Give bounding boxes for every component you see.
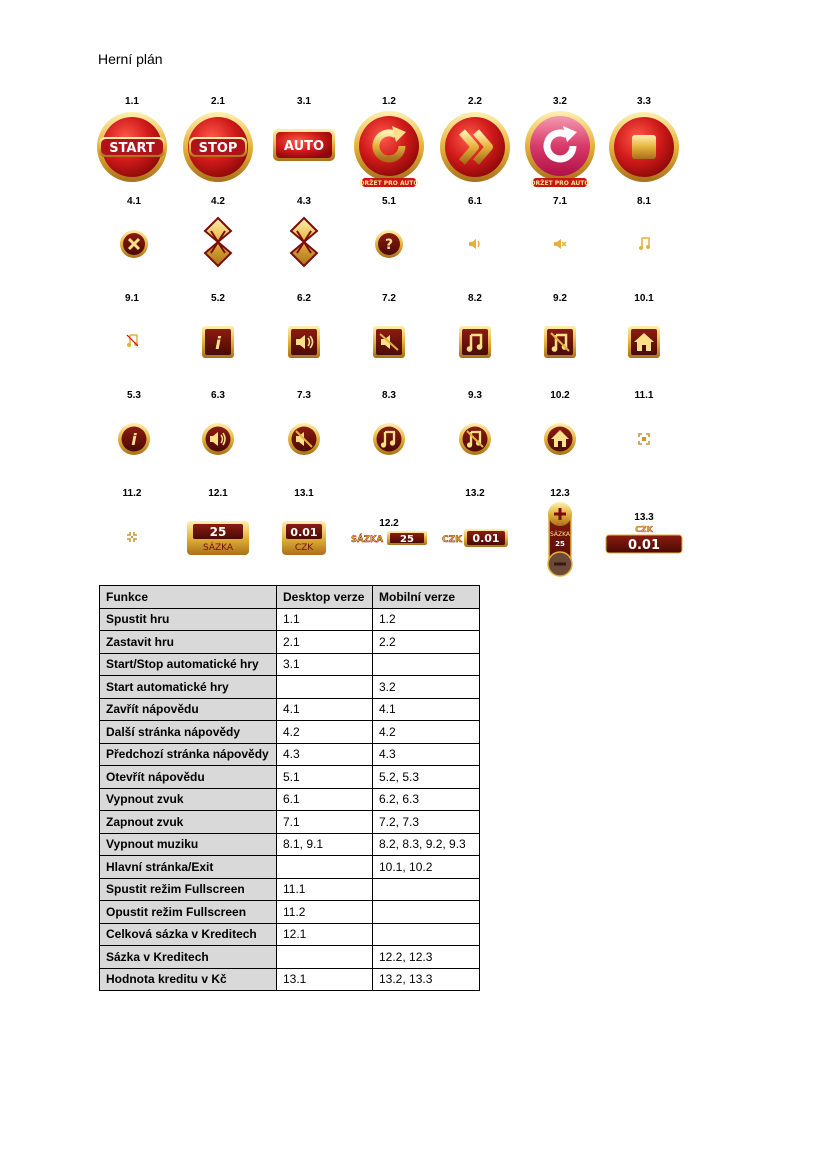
icon-label: 6.1 [468,196,482,207]
svg-text:STOP: STOP [198,141,238,156]
table-row [100,923,480,946]
desktop-cell: 12.1 [277,923,373,946]
table-row [100,608,480,631]
bet-inline-icon [349,530,429,546]
mobile-cell: 4.1 [373,698,480,721]
mobile-cell: 10.1, 10.2 [373,856,480,879]
desktop-cell: 11.2 [277,901,373,924]
table-row [100,788,480,811]
icon-label: 13.2 [465,488,485,499]
icon-label: 11.2 [122,488,142,499]
mobile-cell [373,923,480,946]
desktop-cell: 11.1 [277,878,373,901]
mobile-cell: 5.2, 5.3 [373,766,480,789]
table-row [100,946,480,969]
svg-text:SÁZKA: SÁZKA [351,535,384,545]
function-cell: Start/Stop automatické hry [100,653,277,676]
music-round-icon [372,422,406,456]
desktop-cell [277,676,373,699]
table-row [100,653,480,676]
mobile-cell [373,653,480,676]
mobile-cell: 7.2, 7.3 [373,811,480,834]
icon-label: 10.2 [550,390,570,401]
sound-on-small-icon [468,238,482,250]
desktop-cell [277,946,373,969]
info-square-icon [202,326,234,358]
icon-label: 8.2 [468,293,482,304]
sound-round-icon [201,422,235,456]
icon-label: 5.1 [382,196,396,207]
close-help-icon [119,229,149,259]
icon-label: 2.2 [468,96,482,107]
table-row [100,721,480,744]
function-cell: Spustit hru [100,608,277,631]
bet-display-icon [187,521,249,555]
bet-vertical-stepper-icon [544,501,576,579]
svg-text:0.01: 0.01 [472,532,500,545]
icon-label: 8.1 [637,196,651,207]
icon-label: 9.3 [468,390,482,401]
table-row [100,901,480,924]
function-cell: Otevřít nápovědu [100,766,277,789]
next-page-knot-icon [203,216,233,268]
svg-text:SÁZKA: SÁZKA [549,531,571,538]
svg-text:?: ? [384,237,394,253]
desktop-cell: 1.1 [277,608,373,631]
desktop-cell: 6.1 [277,788,373,811]
icon-label: 3.2 [553,96,567,107]
svg-text:CZK: CZK [635,525,653,534]
mobile-cell: 12.2, 12.3 [373,946,480,969]
desktop-cell: 4.2 [277,721,373,744]
svg-text:DRŽET PRO AUTO: DRŽET PRO AUTO [530,180,590,187]
mobile-cell: 13.2, 13.3 [373,968,480,991]
svg-text:AUTO: AUTO [283,139,325,154]
svg-text:25: 25 [209,525,227,539]
mobile-cell: 6.2, 6.3 [373,788,480,811]
fast-forward-icon [438,110,512,184]
icon-label: 2.1 [211,96,225,107]
icon-label: 9.2 [553,293,567,304]
svg-text:CZK: CZK [294,543,314,553]
sound-square-icon [288,326,320,358]
table-row [100,743,480,766]
stop-square-icon [607,110,681,184]
function-cell: Opustit režim Fullscreen [100,901,277,924]
credit-display-icon [282,521,326,555]
column-header-function: Funkce [100,586,277,609]
svg-text:DRŽET PRO AUTO: DRŽET PRO AUTO [359,180,419,187]
mute-square-icon [373,326,405,358]
svg-text:CZK: CZK [442,535,463,545]
desktop-cell: 4.3 [277,743,373,766]
desktop-cell: 13.1 [277,968,373,991]
svg-text:i: i [215,334,221,354]
start-button-icon [95,110,169,184]
icon-label: 5.2 [211,293,225,304]
function-cell: Start automatické hry [100,676,277,699]
table-row [100,856,480,879]
music-off-square-icon [544,326,576,358]
home-square-icon [628,326,660,358]
function-cell: Další stránka nápovědy [100,721,277,744]
function-cell: Hodnota kreditu v Kč [100,968,277,991]
icon-label: 7.3 [297,390,311,401]
table-row [100,833,480,856]
icon-label: 3.1 [297,96,311,107]
icon-label: 10.1 [634,293,654,304]
credit-stacked-icon [605,522,683,554]
function-cell: Celková sázka v Kreditech [100,923,277,946]
function-cell: Vypnout zvuk [100,788,277,811]
svg-text:SÁZKA: SÁZKA [202,543,234,553]
function-cell: Předchozí stránka nápovědy [100,743,277,766]
desktop-cell [277,856,373,879]
table-row [100,676,480,699]
mobile-cell: 3.2 [373,676,480,699]
function-cell: Vypnout muziku [100,833,277,856]
icon-label: 12.2 [379,518,399,529]
auto-spin-icon [523,110,597,188]
sound-off-small-icon [553,238,567,250]
icon-label: 12.3 [550,488,570,499]
mobile-cell [373,878,480,901]
mobile-cell: 4.3 [373,743,480,766]
function-cell: Zapnout zvuk [100,811,277,834]
icon-label: 11.1 [634,390,654,401]
icon-label: 9.1 [125,293,139,304]
function-cell: Sázka v Kreditech [100,946,277,969]
svg-text:i: i [131,430,137,449]
spin-button-icon [352,110,426,188]
mobile-cell: 8.2, 8.3, 9.2, 9.3 [373,833,480,856]
help-question-icon [374,229,404,259]
table-header-row [100,586,480,609]
page-title: Herní plán [98,51,163,67]
icon-label: 4.1 [127,196,141,207]
table-row [100,968,480,991]
table-row [100,766,480,789]
function-cell: Hlavní stránka/Exit [100,856,277,879]
mobile-cell [373,901,480,924]
desktop-cell: 8.1, 9.1 [277,833,373,856]
desktop-cell: 7.1 [277,811,373,834]
icon-label: 7.2 [382,293,396,304]
mute-round-icon [287,422,321,456]
mobile-cell: 4.2 [373,721,480,744]
column-header-desktop: Desktop verze [277,586,373,609]
table-row [100,698,480,721]
svg-text:0.01: 0.01 [290,526,318,539]
mobile-cell: 1.2 [373,608,480,631]
icon-label: 4.2 [211,196,225,207]
svg-text:25: 25 [555,540,565,548]
previous-page-knot-icon [289,216,319,268]
icon-label: 8.3 [382,390,396,401]
svg-text:25: 25 [400,534,414,545]
table-row [100,878,480,901]
icon-label: 1.1 [125,96,139,107]
functions-table [99,585,480,991]
music-off-small-icon [126,334,138,347]
info-round-icon [117,422,151,456]
svg-text:START: START [109,141,155,156]
fullscreen-enter-icon [638,433,650,445]
icon-label: 4.3 [297,196,311,207]
svg-text:0.01: 0.01 [627,538,661,553]
music-off-round-icon [458,422,492,456]
icon-label: 13.1 [294,488,314,499]
desktop-cell: 3.1 [277,653,373,676]
icon-label: 6.3 [211,390,225,401]
table-row [100,631,480,654]
auto-button-icon [273,129,335,161]
icon-label: 5.3 [127,390,141,401]
mobile-cell: 2.2 [373,631,480,654]
music-square-icon [459,326,491,358]
desktop-cell: 2.1 [277,631,373,654]
stop-button-icon [181,110,255,184]
music-small-icon [638,237,650,250]
desktop-cell: 5.1 [277,766,373,789]
function-cell: Spustit režim Fullscreen [100,878,277,901]
icon-label: 6.2 [297,293,311,304]
desktop-cell: 4.1 [277,698,373,721]
icon-label: 7.1 [553,196,567,207]
function-cell: Zastavit hru [100,631,277,654]
function-cell: Zavřít nápovědu [100,698,277,721]
icon-label: 12.1 [208,488,228,499]
table-row [100,811,480,834]
credit-inline-icon [440,528,510,548]
fullscreen-exit-icon [126,531,138,543]
column-header-mobile: Mobilní verze [373,586,480,609]
icon-label: 13.3 [634,512,654,523]
icon-label: 1.2 [382,96,396,107]
home-round-icon [543,422,577,456]
icon-label: 3.3 [637,96,651,107]
